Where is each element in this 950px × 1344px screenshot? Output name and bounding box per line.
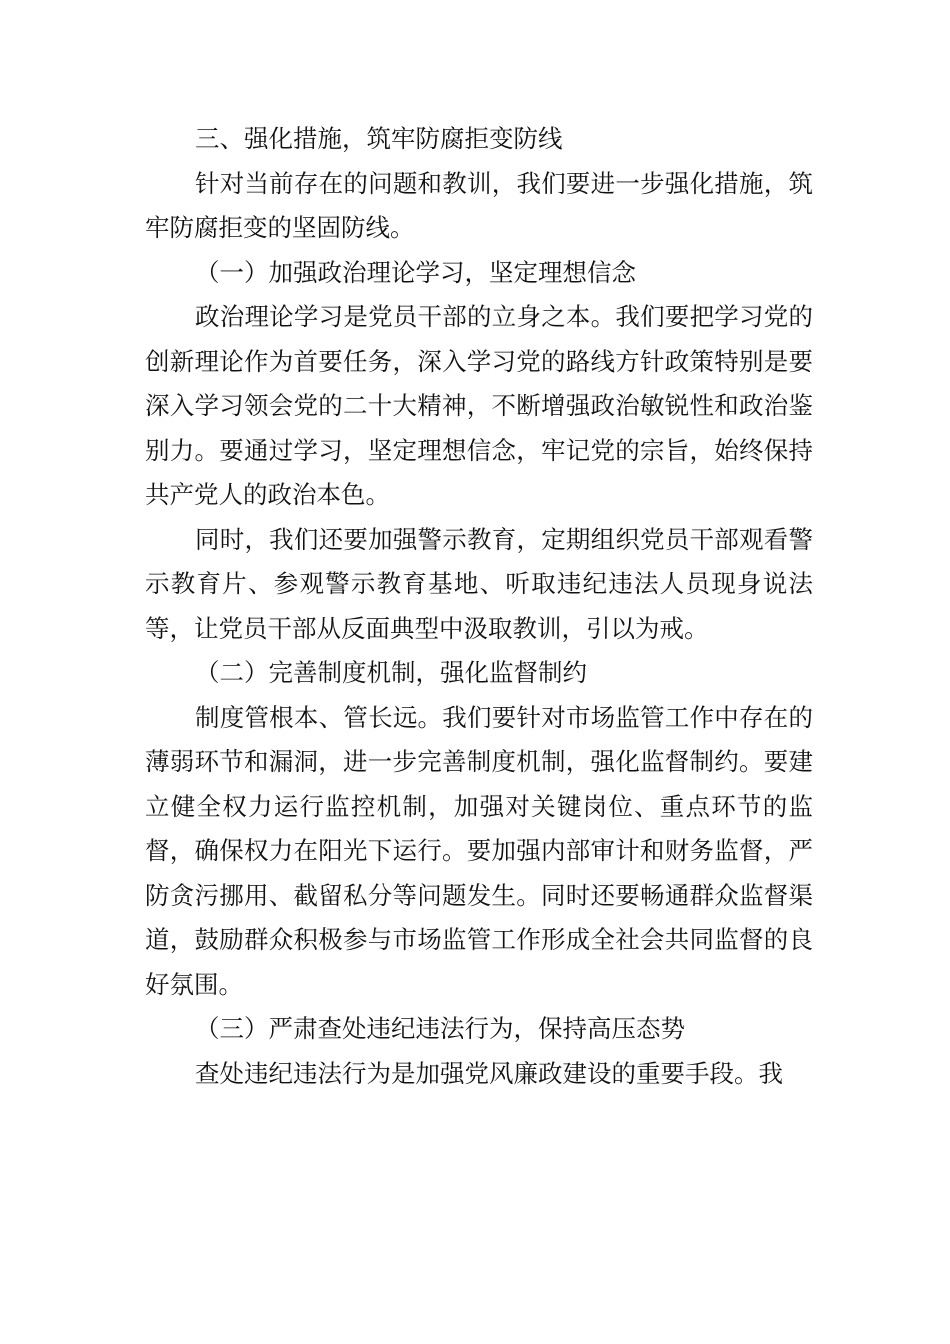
subsection-heading-1: （一）加强政治理论学习，坚定理想信念	[195, 257, 636, 287]
subsection-3-paragraph-1: 查处违纪违法行为是加强党风廉政建设的重要手段。我	[195, 1058, 783, 1088]
section-heading: 三、强化措施，筑牢防腐拒变防线	[195, 124, 563, 153]
subsection-heading-3: （三）严肃查处违纪违法行为，保持高压态势	[195, 1014, 685, 1043]
subsection-heading-2: （二）完善制度机制，强化监督制约	[195, 658, 587, 687]
intro-paragraph: 针对当前存在的问题和教训，我们要进一步强化措施，筑牢防腐拒变的坚固防线。	[145, 168, 813, 242]
subsection-2-paragraph-1: 制度管根本、管长远。我们要针对市场监管工作中存在的薄弱环节和漏洞，进一步完善制度机制，强化监督制约。要建立健全权力运行监控机制，加强对关键岗位、重点环节的监督，确保权力在阳光下运行。要加强内部审计和财务监督，严防贪污挪用、截留私分等问题发生。同时还要畅通群众监督渠道，鼓励群众积极参与市场监管工作形成全社会共同监督的良好氛围。	[145, 702, 813, 999]
document-body	[145, 117, 813, 1096]
subsection-1-paragraph-2: 同时，我们还要加强警示教育，定期组织党员干部观看警示教育片、参观警示教育基地、听取违纪违法人员现身说法等，让党员干部从反面典型中汲取教训，引以为戒。	[145, 524, 813, 643]
subsection-1-paragraph-1: 政治理论学习是党员干部的立身之本。我们要把学习党的创新理论作为首要任务，深入学习党的路线方针政策特别是要深入学习领会党的二十大精神，不断增强政治敏锐性和政治鉴别力。要通过学习，坚定理想信念，牢记党的宗旨，始终保持共产党人的政治本色。	[145, 302, 813, 509]
